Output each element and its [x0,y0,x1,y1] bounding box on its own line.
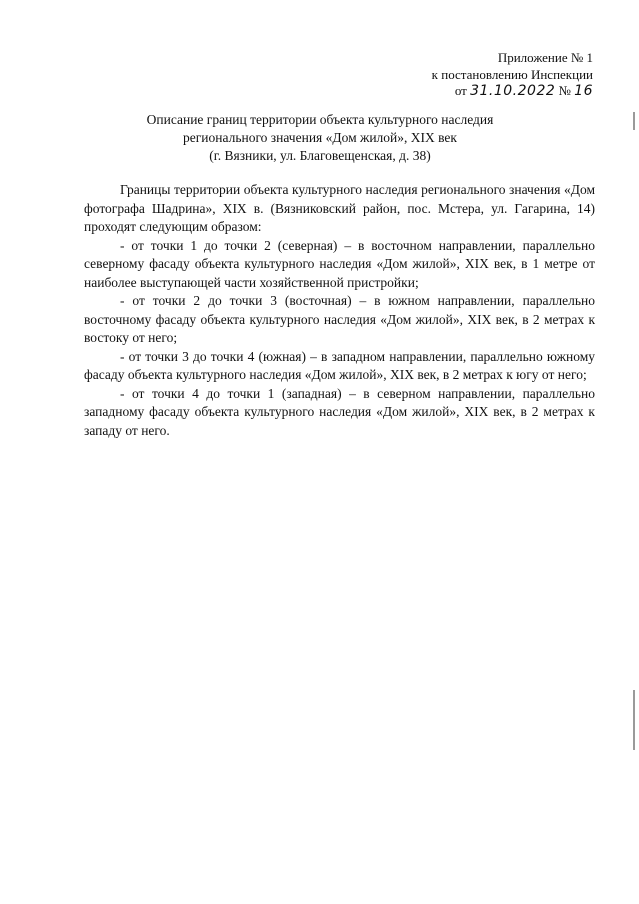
boundary-item: - от точки 1 до точки 2 (северная) – в восточном направлении, параллельно северному фасаду объекта культурного наследия «Дом жилой», XIX век, в 1 метре от наиболее выступающей части хозяйственной пристройки; [84,237,595,290]
intro-paragraph: Границы территории объекта культурного наследия регионального значения «Дом фотографа Шадрина», XIX в. (Вязниковский район, пос. Мстера, ул. Гагарина, 14) проходят следующим образом: [84,182,595,234]
boundary-item: - от точки 3 до точки 4 (южная) – в западном направлении, параллельно южному фасаду объекта культурного наследия «Дом жилой», XIX век, в 2 метрах к югу от него; [84,348,595,382]
number-prefix: № [558,83,571,98]
boundary-item: - от точки 4 до точки 1 (западная) – в северном направлении, параллельно западному фасаду объекта культурного наследия «Дом жилой», XIX век, в 2 метрах к западу от него. [84,385,595,438]
document-title [90,111,550,165]
handwritten-number: 16 [574,83,593,99]
appendix-label: Приложение № 1 [497,50,593,65]
boundary-item: - от точки 2 до точки 3 (восточная) – в южном направлении, параллельно восточному фасаду объекта культурного наследия «Дом жилой», XIX век, в 2 метрах к востоку от него; [84,293,595,345]
scan-edge-mark [633,690,635,750]
appendix-date-line [432,83,593,100]
scan-edge-mark [633,112,635,130]
title-line-3: (г. Вязники, ул. Благовещенская, д. 38) [209,148,431,163]
title-line-1: Описание границ территории объекта культурного наследия [146,112,494,127]
date-prefix: от [454,83,467,98]
title-line-2: регионального значения «Дом жилой», XIX век [183,130,457,145]
appendix-reference: к постановлению Инспекции [431,66,593,82]
handwritten-date: 31.10.2022 [470,83,556,99]
document-body [84,181,595,440]
appendix-header [432,50,593,100]
